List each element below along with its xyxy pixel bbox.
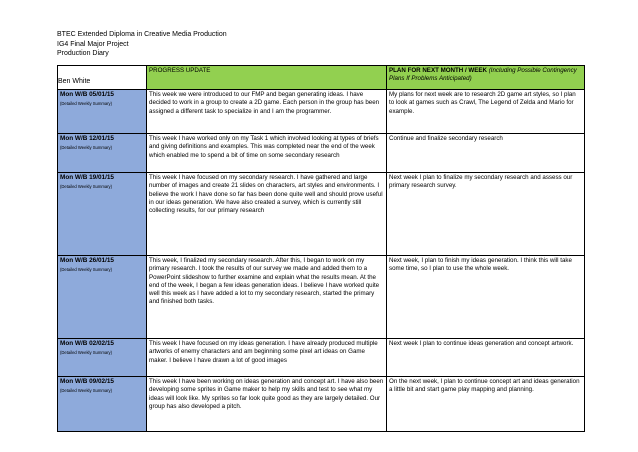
- plan-cell: Next week, I plan to finish my ideas generation. I think this will take some time, so I plan to use the whole week.: [387, 256, 585, 339]
- summary-label: (Detailed Weekly Summary): [60, 145, 113, 151]
- plan-cell: Next week I plan to finalize my secondary research and assess our primary research survey.: [387, 173, 585, 256]
- table-row: [58, 90, 585, 134]
- progress-column-header: PROGRESS UPDATE: [147, 66, 387, 90]
- summary-label: (Detailed Weekly Summary): [60, 101, 113, 107]
- plan-cell: Next week I plan to continue ideas generation and concept artwork.: [387, 339, 585, 377]
- progress-cell: This week I have focused on my ideas generation. I have already produced multiple artworks of enemy characters and am beginning some pixel art ideas on Game maker. I believe I have drawn a lot of good images: [147, 339, 387, 377]
- project-title: IG4 Final Major Project: [57, 40, 129, 48]
- plan-column-note: (Including Possible Contingency Plans If Problems Anticipated): [389, 67, 577, 83]
- week-label: Mon W/B 02/02/15: [60, 340, 114, 347]
- table-row: [58, 173, 585, 256]
- week-cell: [58, 134, 147, 173]
- week-cell: [58, 339, 147, 377]
- table-row: [58, 339, 585, 377]
- plan-column-header: [387, 66, 585, 90]
- diary-title: Production Diary: [57, 50, 109, 57]
- progress-cell: This week we were introduced to our FMP and began generating ideas. I have decided to work in a group to create a 2D game. Each person in the group has been assigned a different task to specialize in and I am the programmer.: [147, 90, 387, 134]
- plan-cell: My plans for next week are to research 2D game art styles, so I plan to look at games such as Crawl, The Legend of Zelda and Mario for example.: [387, 90, 585, 134]
- progress-cell: This week I have focused on my secondary research. I have gathered and large number of images and create 21 slides on characters, art styles and environments. I believe the work I have done so far has been done quite well and should prove useful in our ideas generation. We have also created a survey, which is currently still collecting results, for our primary research: [147, 173, 387, 256]
- week-label: Mon W/B 05/01/15: [60, 91, 114, 98]
- week-cell: [58, 173, 147, 256]
- progress-cell: This week, I finalized my secondary research. After this, I began to work on my primary research. I took the results of our survey we made and added them to a PowerPoint slideshow to further examine and explain what the results mean. At the end of the week, I began a few ideas generation ideas. I believe I have worked quite well this week as I have added a lot to my secondary research, started the primary and finished both tasks.: [147, 256, 387, 339]
- summary-label: (Detailed Weekly Summary): [60, 350, 113, 356]
- author-cell: [58, 66, 147, 90]
- plan-cell: On the next week, I plan to continue concept art and ideas generation a little bit and start game play mapping and planning.: [387, 377, 585, 432]
- week-label: Mon W/B 09/02/15: [60, 378, 114, 385]
- table-row: [58, 134, 585, 173]
- week-label: Mon W/B 12/01/15: [60, 135, 114, 142]
- week-cell: [58, 377, 147, 432]
- summary-label: (Detailed Weekly Summary): [60, 267, 113, 273]
- plan-column-title: PLAN FOR NEXT MONTH / WEEK: [389, 67, 487, 74]
- production-diary-table: [57, 65, 585, 432]
- week-cell: [58, 90, 147, 134]
- course-title: BTEC Extended Diploma in Creative Media Production: [57, 31, 227, 38]
- progress-cell: This week I have been working on ideas generation and concept art. I have also been developing some sprites in Game maker to help my skills and test to see what my ideas will look like. My sprites so far look quite good as they are largely detailed. Our group has also developed a pitch.: [147, 377, 387, 432]
- document-header: [57, 30, 227, 59]
- table-row: [58, 377, 585, 432]
- summary-label: (Detailed Weekly Summary): [60, 388, 113, 394]
- plan-cell: Continue and finalize secondary research: [387, 134, 585, 173]
- progress-cell: This week I have worked only on my Task 1 which involved looking at types of briefs and giving definitions and examples. This was completed near the end of the week which enabled me to spend a bit of time on some secondary research: [147, 134, 387, 173]
- week-label: Mon W/B 26/01/15: [60, 257, 114, 264]
- author-name: Ben White: [58, 77, 91, 85]
- summary-label: (Detailed Weekly Summary): [60, 184, 113, 190]
- table-header-row: [58, 66, 585, 90]
- table-row: [58, 256, 585, 339]
- week-label: Mon W/B 19/01/15: [60, 174, 114, 181]
- week-cell: [58, 256, 147, 339]
